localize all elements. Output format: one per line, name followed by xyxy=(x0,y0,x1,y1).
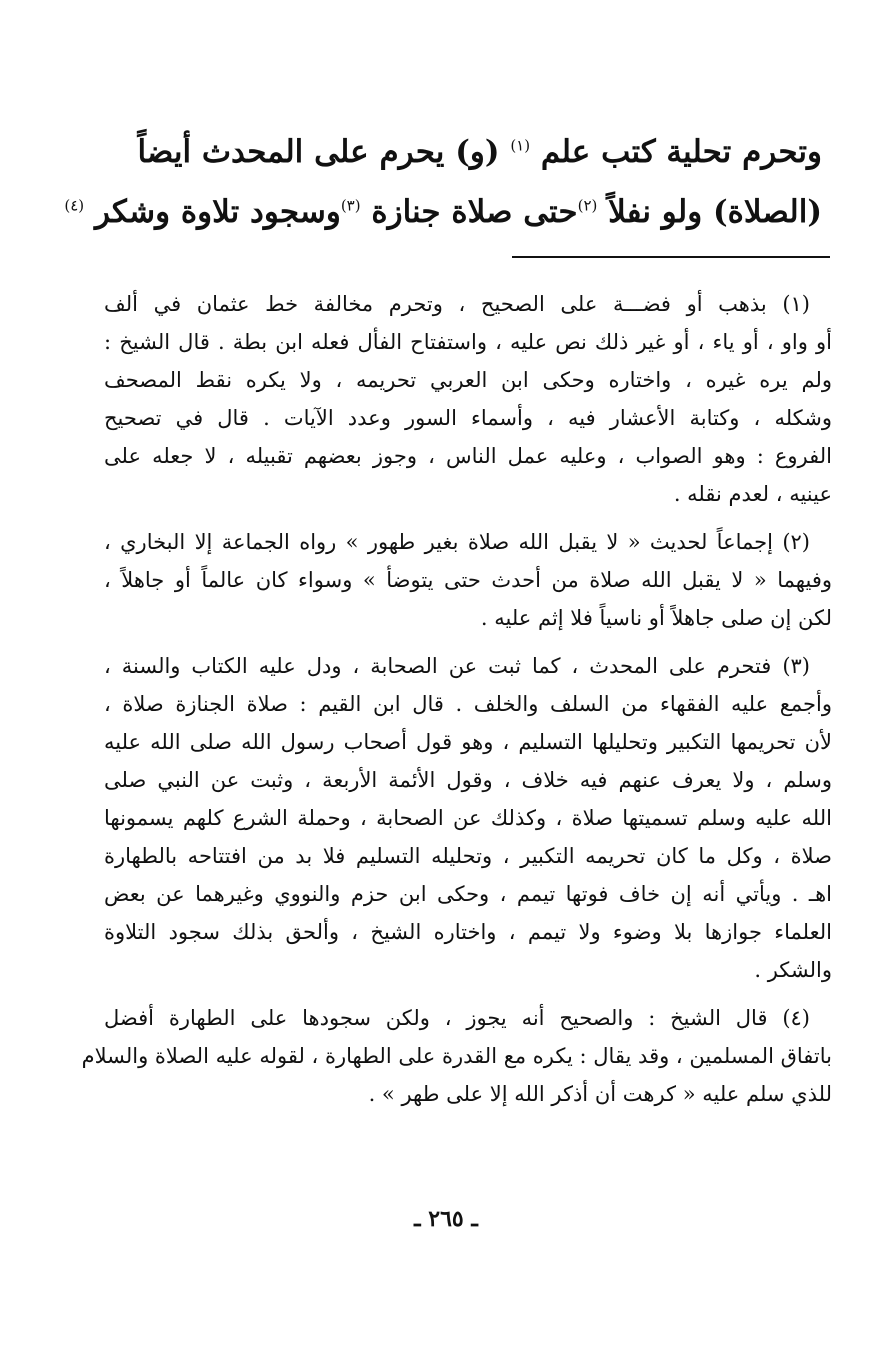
footnote-line: لأن تحريمها التكبير وتحليلها التسليم ، وهو قول أصحاب رسول الله صلى الله عليه xyxy=(104,730,832,754)
footnote-line: للذي سلم عليه « كرهت أن أذكر الله إلا على طهر » . xyxy=(368,1082,832,1106)
footnote-4 xyxy=(81,999,832,1113)
footnote-line: الفروع : وهو الصواب ، وعليه عمل الناس ، وجوز بعضهم تقبيله ، لا جعله على xyxy=(104,444,832,468)
footnote-line: (٤) قال الشيخ : والصحيح أنه يجوز ، ولكن سجودها على الطهارة أفضل xyxy=(104,1006,810,1030)
footnote-line: اهـ . ويأتي أنه إن خاف فوتها تيمم ، وحكى ابن حزم والنووي وغيرهما عن بعض xyxy=(104,882,832,906)
main-text-segment: (الصلاة) ولو نفلاً xyxy=(608,194,822,230)
footnote-2 xyxy=(104,523,832,637)
footnote-line: أو واو ، أو ياء ، أو غير ذلك نص عليه ، واستفتاح الفأل فعله ابن بطة . قال الشيخ : xyxy=(104,330,832,354)
footnote-line: والشكر . xyxy=(754,958,832,982)
footnote-line: وأجمع عليه الفقهاء من السلف والخلف . قال ابن القيم : صلاة الجنازة صلاة ، xyxy=(104,692,832,716)
footnote-1 xyxy=(104,285,832,513)
footnote-line: وفيهما « لا يقبل الله صلاة من أحدث حتى يتوضأ » وسواء كان عالماً أو جاهلاً ، xyxy=(104,568,832,592)
footnote-line: (٢) إجماعاً لحديث « لا يقبل الله صلاة بغير طهور » رواه الجماعة إلا البخاري ، xyxy=(104,530,810,554)
main-text-segment: حتى صلاة جنازة xyxy=(371,194,578,230)
page-number: ـ ٢٦٥ ـ xyxy=(414,1206,478,1232)
footnote-line: ولم يره غيره ، واختاره وحكى ابن العربي تحريمه ، ولا يكره نقط المصحف xyxy=(104,368,832,392)
main-text-segment: (و) يحرم على المحدث أيضاً xyxy=(137,134,500,170)
footnote-line: وسلم ، ولا يعرف عنهم فيه خلاف ، وقول الأئمة الأربعة ، وثبت عن النبي صلى xyxy=(104,768,832,792)
footnote-line: العلماء جوازها بلا وضوء ولا تيمم ، واختاره الشيخ ، وألحق بذلك سجود التلاوة xyxy=(104,920,832,944)
footnotes xyxy=(81,285,832,1123)
main-text-line-1 xyxy=(92,122,822,182)
main-text-segment: وسجود تلاوة وشكر xyxy=(94,194,341,230)
footnote-line: (١) بذهب أو فضـــة على الصحيح ، وتحرم مخالفة خط عثمان في ألف xyxy=(104,292,810,316)
footnote-line: عينيه ، لعدم نقله . xyxy=(673,482,832,506)
footnote-ref-4[interactable]: (٤) xyxy=(64,196,85,215)
footnote-ref-1[interactable]: (١) xyxy=(510,136,531,155)
footnote-3 xyxy=(104,647,832,989)
main-text xyxy=(64,122,822,242)
footnote-line: لكن إن صلى جاهلاً أو ناسياً فلا إثم عليه . xyxy=(480,606,832,630)
footnote-ref-3[interactable]: (٣) xyxy=(340,196,361,215)
footnote-line: (٣) فتحرم على المحدث ، كما ثبت عن الصحابة ، ودل عليه الكتاب والسنة ، xyxy=(104,654,810,678)
footnote-line: صلاة ، وكل ما كان تحريمه التكبير ، وتحليله التسليم فلا بد من افتتاحه بالطهارة xyxy=(104,844,832,868)
footnote-divider xyxy=(512,256,830,258)
footnote-line: وشكله ، وكتابة الأعشار فيه ، وأسماء السور وعدد الآيات . قال في تصحيح xyxy=(104,406,832,430)
main-text-line-2 xyxy=(64,182,822,242)
main-text-segment: وتحرم تحلية كتب علم xyxy=(540,134,822,170)
footnote-line: الله عليه وسلم تسميتها صلاة ، وكذلك عن الصحابة ، وحملة الشرع كلهم يسمونها xyxy=(104,806,832,830)
footnote-ref-2[interactable]: (٢) xyxy=(577,196,598,215)
footnote-line: باتفاق المسلمين ، وقد يقال : يكره مع القدرة على الطهارة ، لقوله عليه الصلاة والسلام xyxy=(81,1044,832,1068)
